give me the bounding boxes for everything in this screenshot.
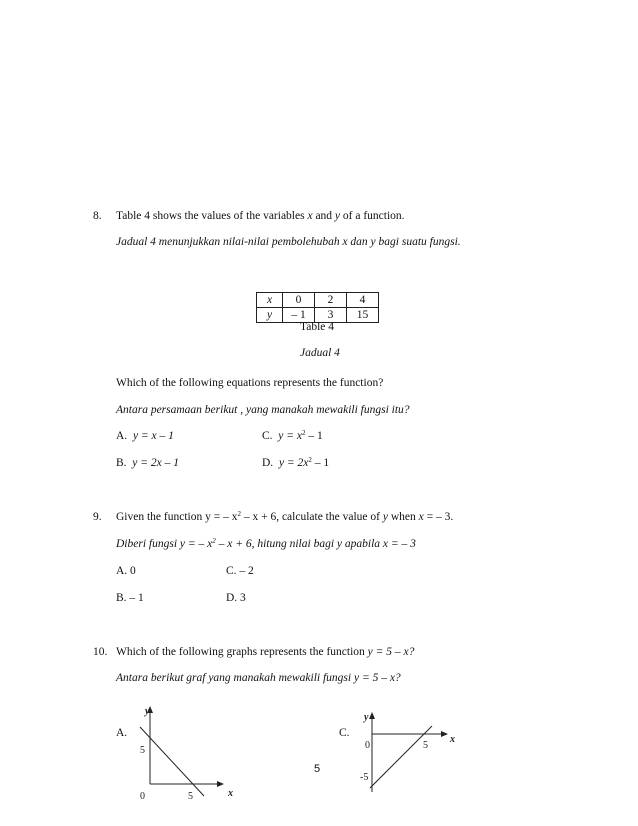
q9-text-ms-b: – x + 6, hitung nilai bagi y apabila x = – 3 bbox=[215, 538, 416, 550]
q9-text-ms bbox=[116, 538, 416, 550]
q8-question-en: Which of the following equations represents the function? bbox=[116, 377, 384, 389]
graph-c-x-arrow bbox=[441, 731, 448, 737]
q8-text-en-x: x bbox=[307, 210, 313, 222]
table-row-x bbox=[257, 293, 379, 308]
table-cell: 4 bbox=[347, 293, 379, 308]
q9-text-en bbox=[116, 511, 453, 523]
option-exponent: 2 bbox=[308, 456, 312, 464]
option-text-tail: – 1 bbox=[305, 430, 323, 442]
q8-option-c bbox=[262, 430, 323, 442]
q9-text-ms-a: Diberi fungsi y = – x bbox=[116, 538, 213, 550]
q10-text-en-a: Which of the following graphs represents the function bbox=[116, 646, 368, 658]
q9-exponent: 2 bbox=[237, 510, 241, 518]
q8-text-en-part2: and bbox=[312, 210, 335, 222]
table-cell: y bbox=[257, 308, 283, 323]
q9-number: 9. bbox=[93, 511, 102, 523]
q9-option-a: A. 0 bbox=[116, 565, 136, 577]
table-cell: 3 bbox=[315, 308, 347, 323]
table-4 bbox=[256, 292, 379, 323]
graph-a-y-axis-label: y bbox=[145, 706, 150, 717]
q8-text-ms: Jadual 4 menunjukkan nilai-nilai pembolehubah x dan y bagi suatu fungsi. bbox=[116, 236, 461, 248]
option-label: C. bbox=[262, 430, 273, 442]
graph-a-origin: 0 bbox=[140, 791, 145, 802]
q9-text-en-a: Given the function y = – x bbox=[116, 511, 238, 523]
q9-text-en-b: – x + 6, calculate the value of bbox=[240, 511, 383, 523]
q8-text-en bbox=[116, 210, 405, 222]
graph-a-label: A. bbox=[116, 727, 128, 739]
q9-option-d: D. 3 bbox=[226, 592, 246, 604]
q8-text-en-y: y bbox=[334, 210, 341, 222]
q8-option-b bbox=[116, 457, 179, 469]
q8-text-en-part3: of a function. bbox=[340, 210, 405, 222]
graph-a-x-tick-5: 5 bbox=[188, 791, 193, 802]
table-cell: x bbox=[257, 293, 283, 308]
q9-text-en-d: = – 3. bbox=[423, 511, 454, 523]
option-text: y = 2x – 1 bbox=[132, 457, 180, 469]
graph-c-function-line bbox=[370, 726, 432, 788]
q8-option-d bbox=[262, 457, 329, 469]
table-cell: 2 bbox=[315, 293, 347, 308]
graph-c-label: C. bbox=[339, 727, 350, 739]
q8-option-a bbox=[116, 430, 174, 442]
graph-a-y-tick-5: 5 bbox=[140, 745, 145, 756]
q10-text-ms: Antara berikut graf yang manakah mewakili fungsi y = 5 – x? bbox=[116, 672, 401, 684]
option-label: A. bbox=[116, 430, 128, 442]
option-text: y = 2x bbox=[278, 457, 309, 469]
option-text: y = x – 1 bbox=[132, 430, 174, 442]
q9-option-c: C. – 2 bbox=[226, 565, 254, 577]
graph-c bbox=[352, 708, 464, 794]
table-caption-en: Table 4 bbox=[300, 321, 335, 333]
graph-c-origin: 0 bbox=[365, 740, 370, 751]
q10-text-en-b: y = 5 – x? bbox=[367, 646, 415, 658]
q9-ms-exponent: 2 bbox=[212, 537, 216, 545]
option-text-tail: – 1 bbox=[311, 457, 330, 469]
graph-a bbox=[130, 702, 240, 806]
option-label: B. bbox=[116, 457, 127, 469]
graph-c-y-axis-label: y bbox=[364, 712, 369, 723]
table-cell: – 1 bbox=[283, 308, 315, 323]
table-cell: 15 bbox=[347, 308, 379, 323]
q8-number: 8. bbox=[93, 210, 102, 222]
q9-option-b: B. – 1 bbox=[116, 592, 144, 604]
graph-c-x-tick-5: 5 bbox=[423, 740, 428, 751]
option-text: y = x bbox=[278, 430, 303, 442]
table-caption-ms: Jadual 4 bbox=[300, 347, 340, 359]
q9-text-en-y: y bbox=[382, 511, 388, 523]
table-cell: 0 bbox=[283, 293, 315, 308]
q10-number: 10. bbox=[93, 646, 108, 658]
option-label: D. bbox=[262, 457, 274, 469]
graph-a-x-axis-label: x bbox=[228, 788, 233, 799]
graph-c-y-arrow bbox=[369, 712, 375, 719]
q8-text-en-part1: Table 4 shows the values of the variables bbox=[116, 210, 308, 222]
graph-c-x-axis-label: x bbox=[450, 734, 455, 745]
graph-c-y-tick-neg5: -5 bbox=[360, 772, 369, 783]
q9-text-en-x: x bbox=[418, 511, 424, 523]
graph-a-x-arrow bbox=[217, 781, 224, 787]
q10-text-en bbox=[116, 646, 414, 658]
q8-question-ms: Antara persamaan berikut , yang manakah mewakili fungsi itu? bbox=[116, 404, 410, 416]
page-number: 5 bbox=[314, 763, 321, 775]
q9-text-en-c: when bbox=[387, 511, 419, 523]
option-exponent: 2 bbox=[302, 429, 306, 437]
